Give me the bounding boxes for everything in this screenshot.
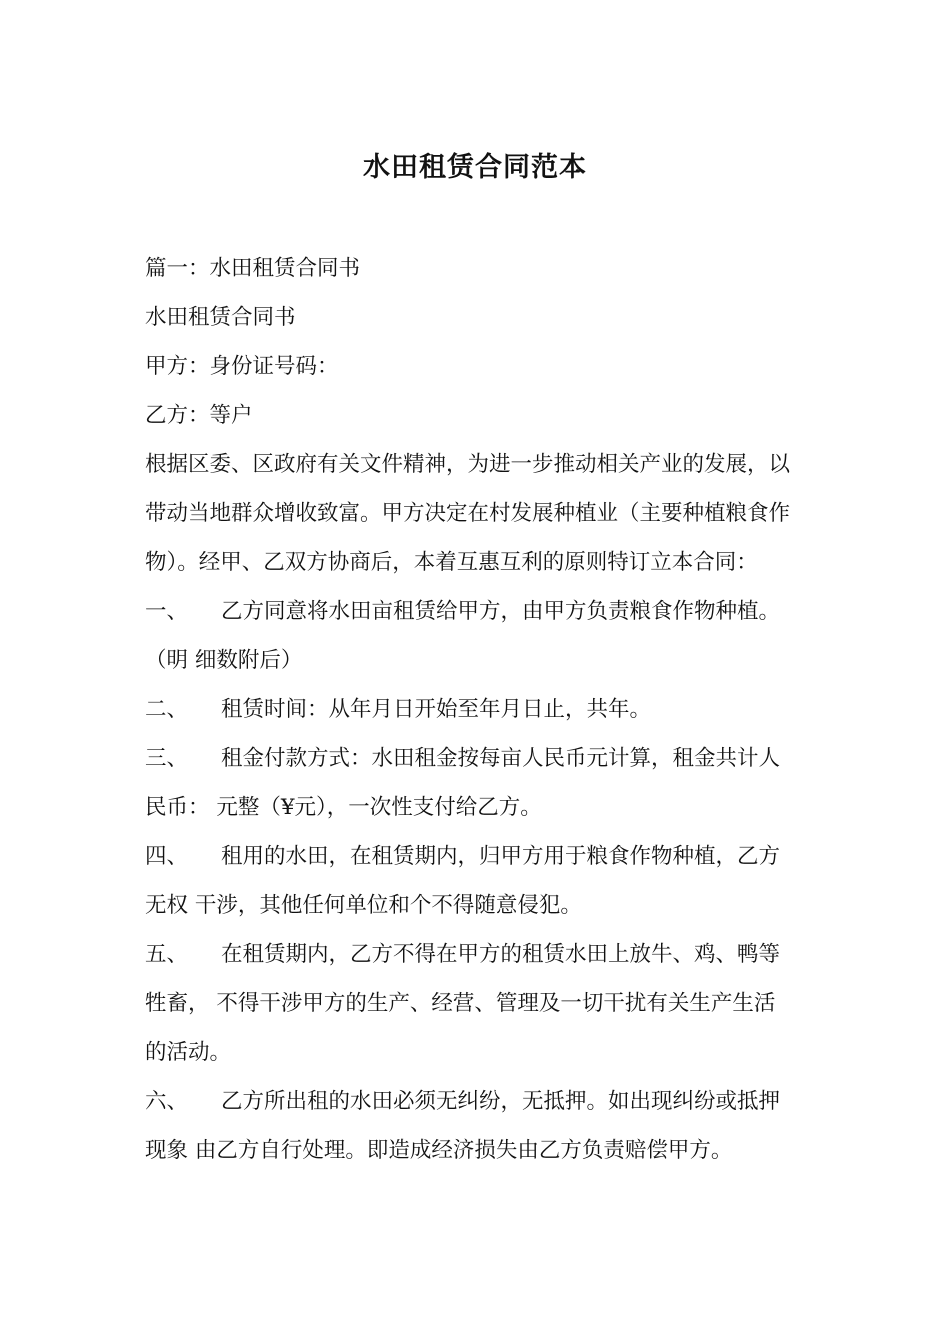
clause-text: 租赁时间：从年月日开始至年月日止，共年。 [221,697,652,722]
clause-number: 五、 [145,942,189,967]
clause-number: 六、 [145,1089,189,1114]
document-body [145,244,817,1175]
preamble-line: 物）。经甲、乙双方协商后，本着互惠互利的原则特订立本合同： [145,550,758,575]
clause-text: 租用的水田，在租赁期内，归甲方用于粮食作物种植，乙方 [221,844,781,869]
party-b-line: 乙方：等户 [145,403,253,428]
clause-number: 四、 [145,844,189,869]
clause-text: 牲畜， 不得干涉甲方的生产、经营、管理及一切干扰有关生产生活 [145,991,776,1016]
section-heading: 篇一：水田租赁合同书 [145,256,361,281]
clause-text: 乙方所出租的水田必须无纠纷，无抵押。如出现纠纷或抵押 [221,1089,781,1114]
party-a-line: 甲方：身份证号码： [145,354,339,379]
clause-number: 三、 [145,746,189,771]
clause-text: 租金付款方式：水田租金按每亩人民币元计算，租金共计人 [221,746,781,771]
clause-number: 二、 [145,697,189,722]
clause-text: 的活动。 [145,1040,232,1065]
preamble-line: 根据区委、区政府有关文件精神，为进一步推动相关产业的发展，以 [145,452,791,477]
contract-name: 水田租赁合同书 [145,305,296,330]
clause-text: 现象 由乙方自行处理。即造成经济损失由乙方负责赔偿甲方。 [145,1138,733,1163]
clause-2 [145,685,817,734]
clause-text: （明 细数附后） [145,648,303,673]
preamble-line: 带动当地群众增收致富。甲方决定在村发展种植业（主要种植粮食作 [145,501,791,526]
clause-number: 一、 [145,599,189,624]
clause-6 [145,1077,817,1175]
clause-text: 在租赁期内，乙方不得在甲方的租赁水田上放牛、鸡、鸭等 [221,942,781,967]
clause-4 [145,832,817,930]
clause-text: 无权 干涉，其他任何单位和个不得随意侵犯。 [145,893,582,918]
clause-1 [145,587,817,685]
clause-3 [145,734,817,832]
clause-text: 乙方同意将水田亩租赁给甲方，由甲方负责粮食作物种植。 [221,599,781,624]
document-title: 水田租赁合同范本 [363,152,587,183]
clause-text: 民币： 元整（¥元），一次性支付给乙方。 [145,795,542,820]
clause-5 [145,930,817,1077]
